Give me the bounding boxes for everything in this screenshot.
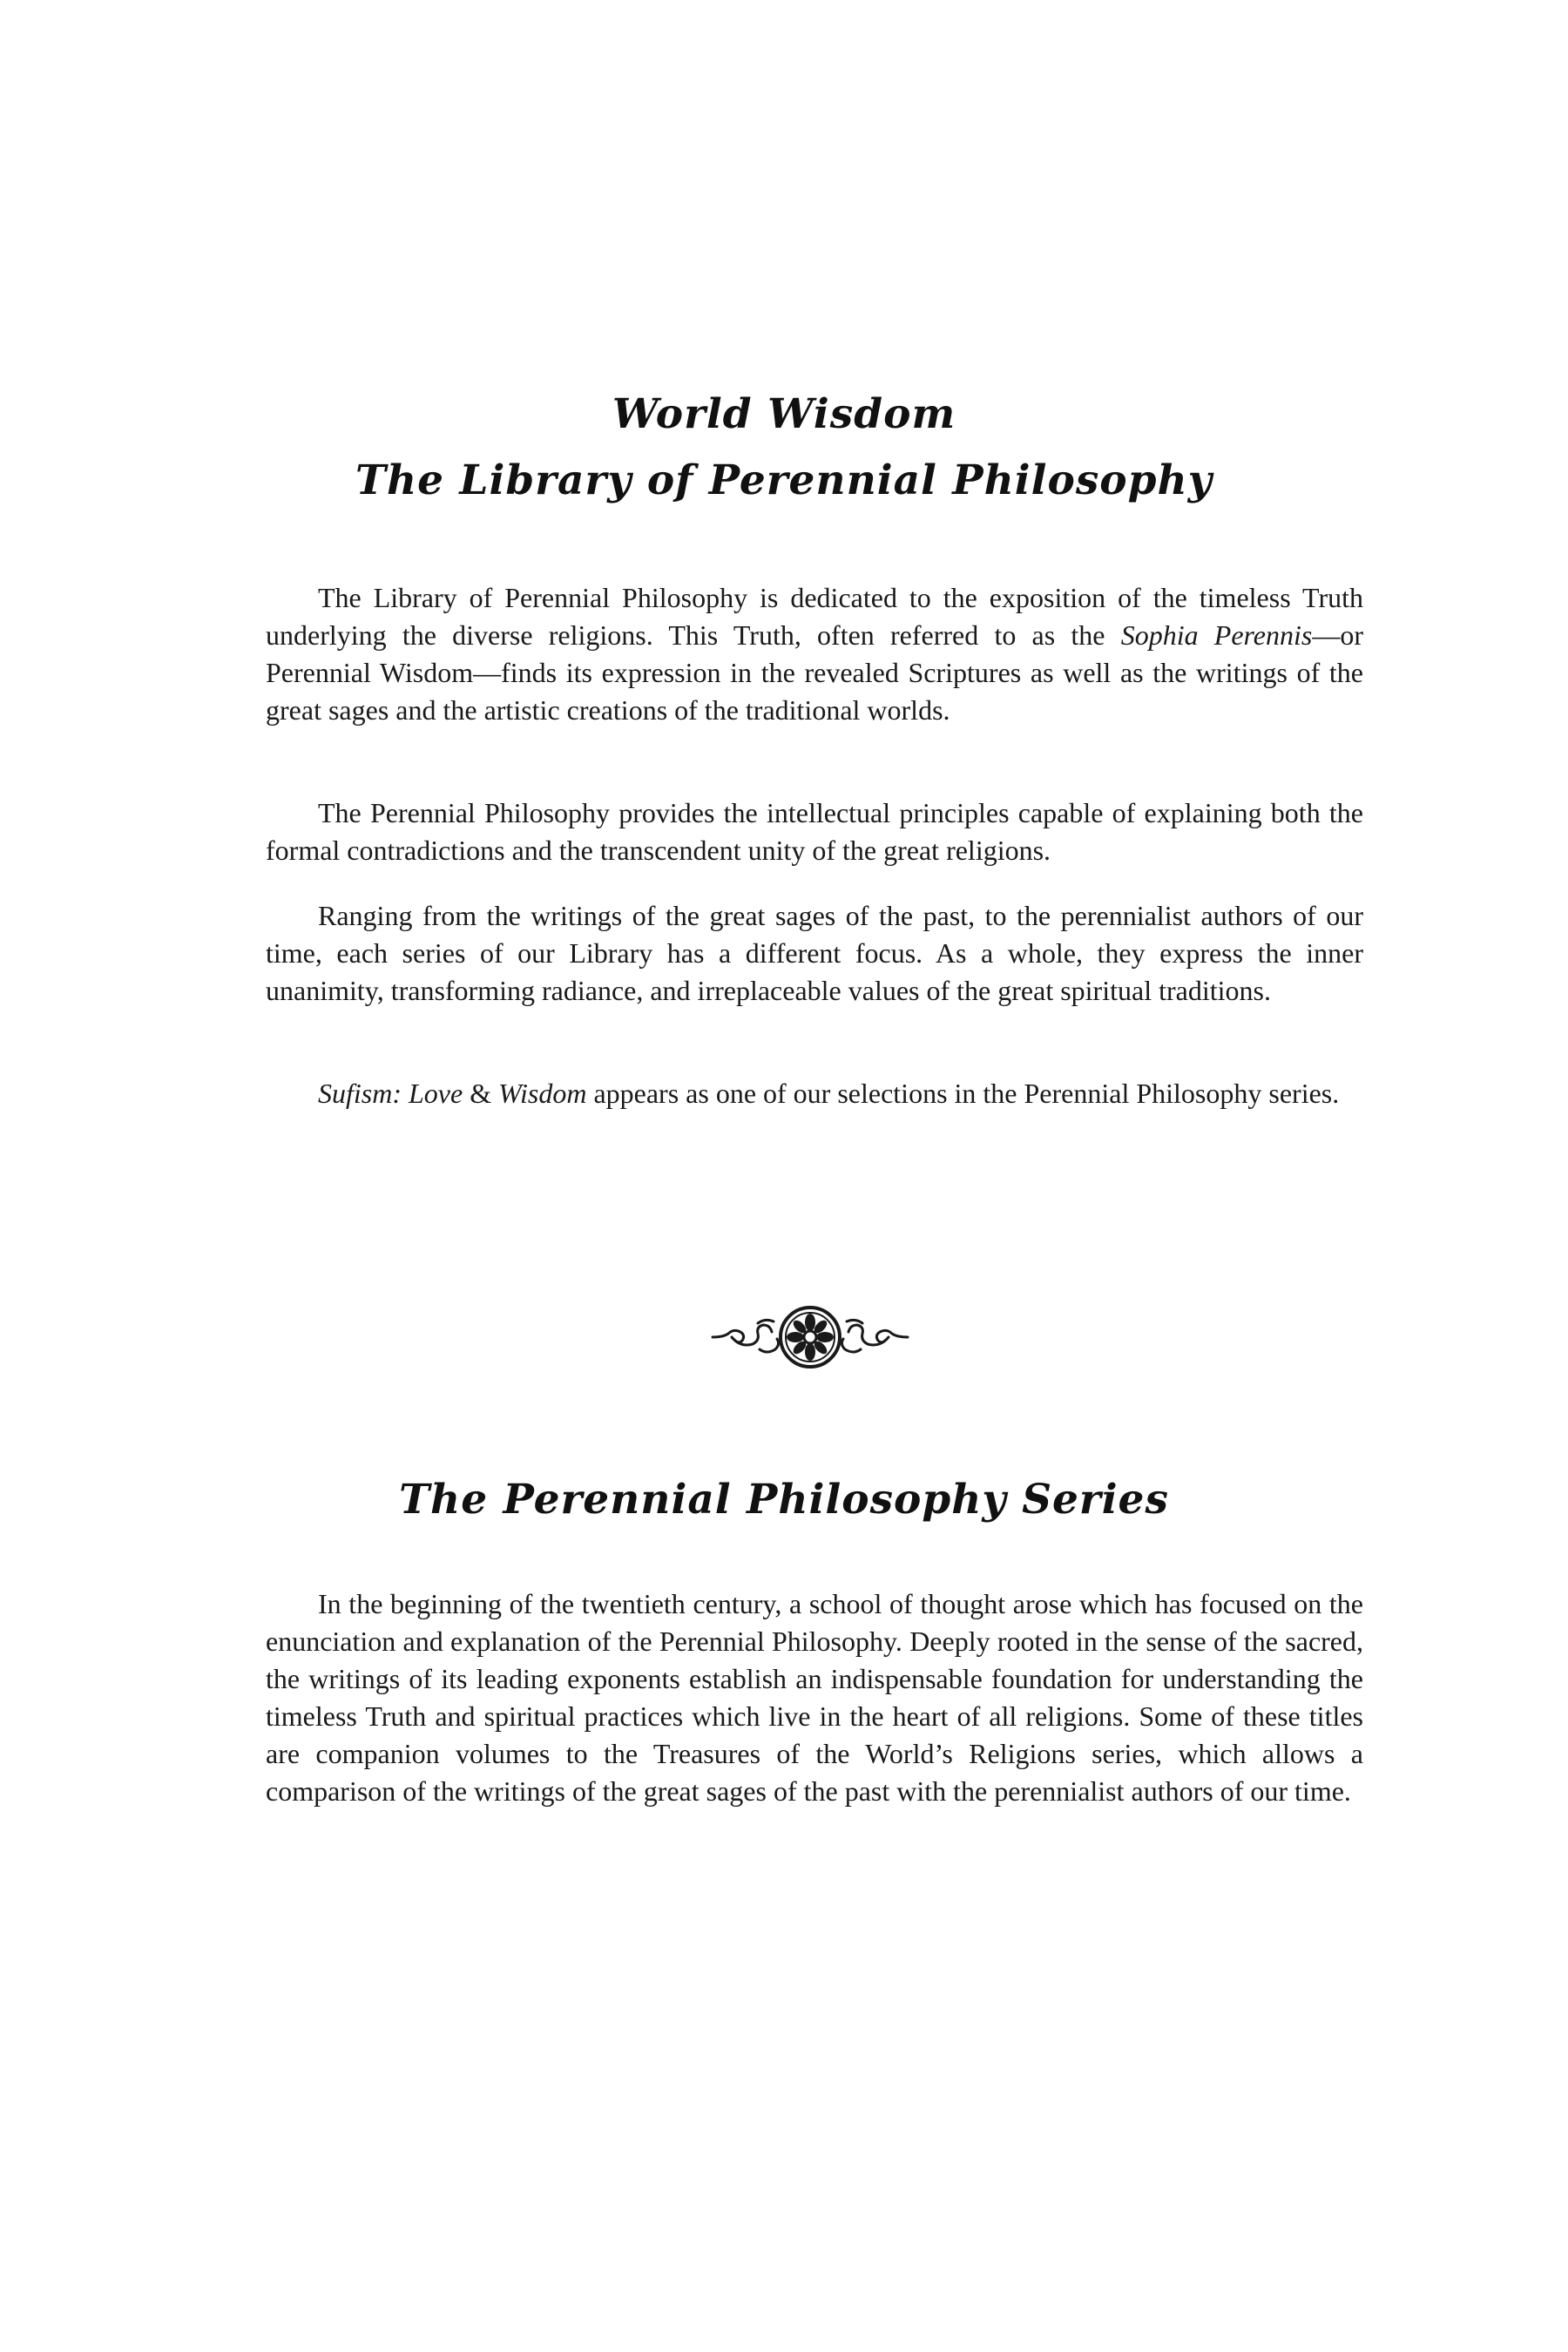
library-paragraph-4 [266, 1075, 1363, 1112]
library-p2-text: The Perennial Philosophy provides the intellectual principles capable of explaining both the formal contradictions and the transcendent unity of the great religions. [266, 797, 1363, 866]
library-p1-text-a: The Library of Perennial Philosophy is dedicated to the exposition of the timeless Truth underlying the diverse religions. This Truth, often referred to as the [266, 582, 1363, 651]
rosette-ornament-icon [706, 1302, 915, 1372]
heading-world-wisdom: World Wisdom [612, 390, 956, 438]
library-p4-ampersand: & [463, 1078, 499, 1109]
library-p4-italic-1: Sufism: Love [318, 1078, 463, 1109]
library-p4-text-b: appears as one of our selections in the Perennial Philosophy series. [586, 1078, 1340, 1109]
series-paragraph-1 [266, 1585, 1363, 1810]
library-p3-text: Ranging from the writings of the great sages of the past, to the perennialist authors of our time, each series of our Library has a different focus. As a whole, they express the inner unanimity, transforming radiance, and irreplaceable values of the great spiritual traditions. [266, 900, 1363, 1006]
library-p1-text-b: —or Perennial Wisdom—finds its expression in the revealed Scriptures as well as the writings of the great sages and the artistic creations of the traditional worlds. [266, 619, 1363, 726]
library-p1-italic: Sophia Perennis [1120, 619, 1313, 651]
library-p4-italic-2: Wisdom [498, 1078, 587, 1109]
series-p1-text: In the beginning of the twentieth century, a school of thought arose which has focused on the enunciation and explanation of the Perennial Philosophy. Deeply rooted in the sense of the sacred, the writings of its leading exponents establish an indispensable foundation for understanding the timeless Truth and spiritual practices which live in the heart of all religions. Some of these titles are companion volumes to the Treasures of the World’s Religions series, which allows a comparison of the writings of the great sages of the past with the perennialist authors of our time. [266, 1588, 1363, 1807]
heading-library-of-perennial-philosophy: The Library of Perennial Philosophy [355, 456, 1213, 504]
library-paragraph-3 [266, 897, 1363, 1010]
heading-perennial-philosophy-series: The Perennial Philosophy Series [399, 1476, 1169, 1524]
library-paragraph-2 [266, 794, 1363, 869]
library-paragraph-1 [266, 579, 1363, 729]
